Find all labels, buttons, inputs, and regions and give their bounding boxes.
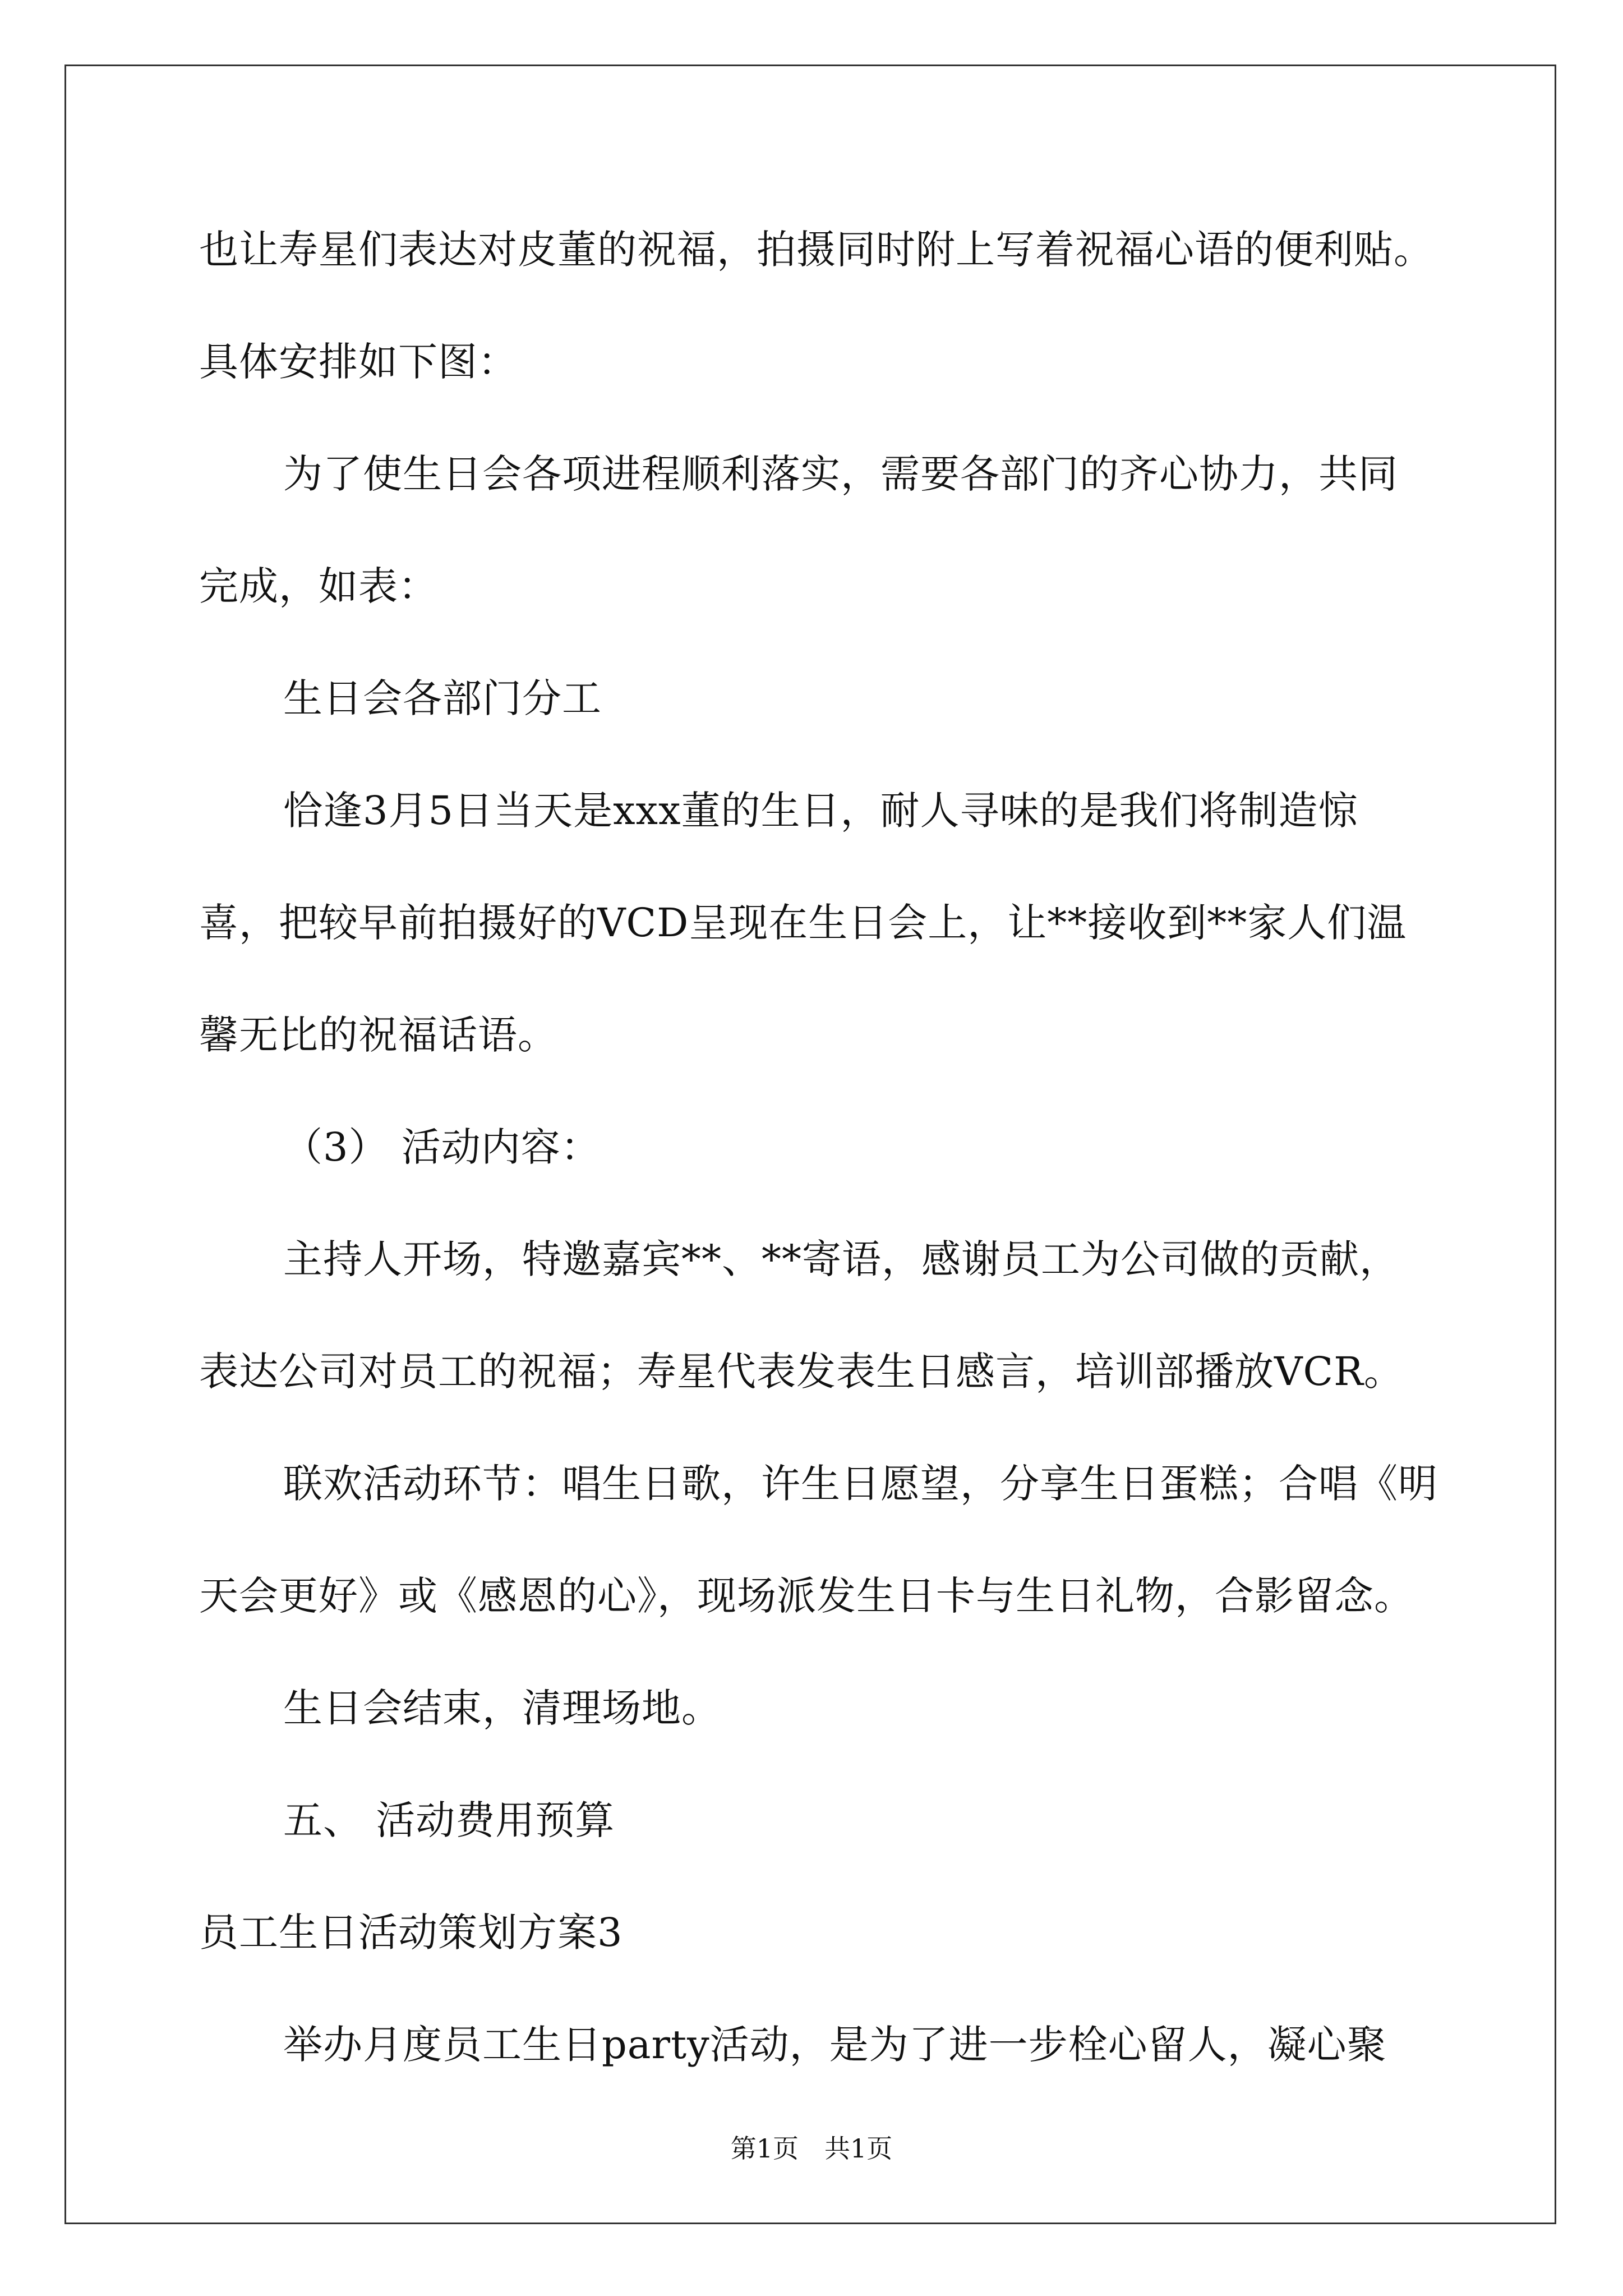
document-title: 员工生日活动策划方案3 (199, 1910, 623, 1955)
section-heading: （3） 活动内容： (283, 1124, 601, 1170)
text-line: 举办月度员工生日party活动，是为了进一步栓心留人，凝心聚 (283, 2022, 1387, 2068)
text-line: 喜，把较早前拍摄好的VCD呈现在生日会上，让**接收到**家人们温 (199, 900, 1407, 946)
section-heading: 五、 活动费用预算 (283, 1797, 615, 1843)
page-footer: 第1页 共1页 (730, 2133, 893, 2164)
text-line: 主持人开场，特邀嘉宾**、**寄语，感谢员工为公司做的贡献， (283, 1236, 1399, 1282)
text-line: 具体安排如下图： (199, 339, 518, 385)
text-line: 表达公司对员工的祝福；寿星代表发表生日感言，培训部播放VCR。 (199, 1349, 1404, 1395)
section-heading: 生日会各部门分工 (283, 675, 602, 721)
text-line: 也让寿星们表达对皮董的祝福，拍摄同时附上写着祝福心语的便利贴。 (199, 227, 1433, 273)
text-line: 馨无比的祝福话语。 (199, 1012, 557, 1058)
text-line: 为了使生日会各项进程顺利落实，需要各部门的齐心协力，共同 (283, 451, 1398, 497)
text-line: 生日会结束，清理场地。 (283, 1685, 721, 1731)
text-line: 联欢活动环节：唱生日歌，许生日愿望，分享生日蛋糕；合唱《明 (283, 1461, 1438, 1507)
text-line: 天会更好》或《感恩的心》，现场派发生日卡与生日礼物，合影留念。 (199, 1573, 1414, 1619)
text-line: 恰逢3月5日当天是xxx董的生日，耐人寻味的是我们将制造惊 (283, 788, 1358, 834)
text-line: 完成，如表： (199, 563, 438, 609)
